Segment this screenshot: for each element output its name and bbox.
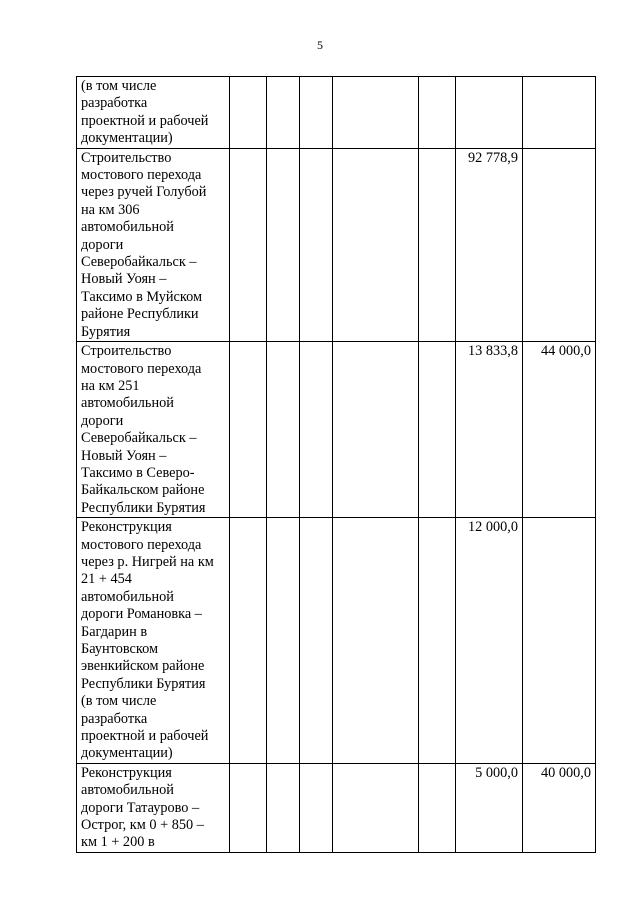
empty-cell bbox=[267, 77, 300, 149]
empty-cell bbox=[230, 77, 267, 149]
table-row bbox=[77, 77, 596, 149]
value-cell: 5 000,0 bbox=[456, 763, 523, 852]
table-row bbox=[77, 518, 596, 764]
empty-cell bbox=[267, 518, 300, 764]
row-name: Реконструкция автомобильной дороги Татаурово – Острог, км 0 + 850 – км 1 + 200 в bbox=[81, 764, 204, 851]
value-cell: 44 000,0 bbox=[523, 342, 596, 518]
empty-cell bbox=[419, 77, 456, 149]
empty-cell bbox=[333, 342, 419, 518]
empty-cell bbox=[267, 763, 300, 852]
value-cell bbox=[523, 148, 596, 341]
empty-cell bbox=[230, 148, 267, 341]
empty-cell bbox=[333, 518, 419, 764]
value-cell bbox=[523, 518, 596, 764]
value-cell: 12 000,0 bbox=[456, 518, 523, 764]
empty-cell bbox=[300, 148, 333, 341]
empty-cell bbox=[267, 148, 300, 341]
empty-cell bbox=[333, 148, 419, 341]
empty-cell bbox=[419, 148, 456, 341]
empty-cell bbox=[419, 763, 456, 852]
empty-cell bbox=[230, 763, 267, 852]
row-name: Строительство мостового перехода через ручей Голубой на км 306 автомобильной дороги Северобайкальск – Новый Уоян – Таксимо в Муйском районе Республики Бурятия bbox=[81, 149, 207, 340]
empty-cell bbox=[300, 77, 333, 149]
empty-cell bbox=[300, 342, 333, 518]
row-name: Реконструкция мостового перехода через р. Нигрей на км 21 + 454 автомобильной дороги Романовка – Багдарин в Баунтовском эвенкийском районе Республики Бурятия (в том числе разработка проектной и рабочей документации) bbox=[81, 519, 214, 762]
empty-cell bbox=[267, 342, 300, 518]
row-name-cell bbox=[77, 148, 230, 341]
budget-table bbox=[76, 76, 596, 853]
row-name-cell bbox=[77, 763, 230, 852]
value-cell: 13 833,8 bbox=[456, 342, 523, 518]
table-row bbox=[77, 148, 596, 341]
empty-cell bbox=[300, 763, 333, 852]
row-name-cell bbox=[77, 518, 230, 764]
value-cell bbox=[523, 77, 596, 149]
value-cell: 40 000,0 bbox=[523, 763, 596, 852]
row-name: Строительство мостового перехода на км 251 автомобильной дороги Северобайкальск – Новый Уоян – Таксимо в Северо- Байкальском районе Республики Бурятия bbox=[81, 343, 206, 516]
empty-cell bbox=[333, 77, 419, 149]
empty-cell bbox=[419, 342, 456, 518]
empty-cell bbox=[333, 763, 419, 852]
table-row bbox=[77, 763, 596, 852]
row-name-cell bbox=[77, 77, 230, 149]
value-cell: 92 778,9 bbox=[456, 148, 523, 341]
empty-cell bbox=[300, 518, 333, 764]
page-number: 5 bbox=[317, 38, 323, 52]
row-name: (в том числе разработка проектной и рабочей документации) bbox=[81, 78, 209, 147]
table-row bbox=[77, 342, 596, 518]
value-cell bbox=[456, 77, 523, 149]
empty-cell bbox=[230, 342, 267, 518]
empty-cell bbox=[419, 518, 456, 764]
row-name-cell bbox=[77, 342, 230, 518]
empty-cell bbox=[230, 518, 267, 764]
